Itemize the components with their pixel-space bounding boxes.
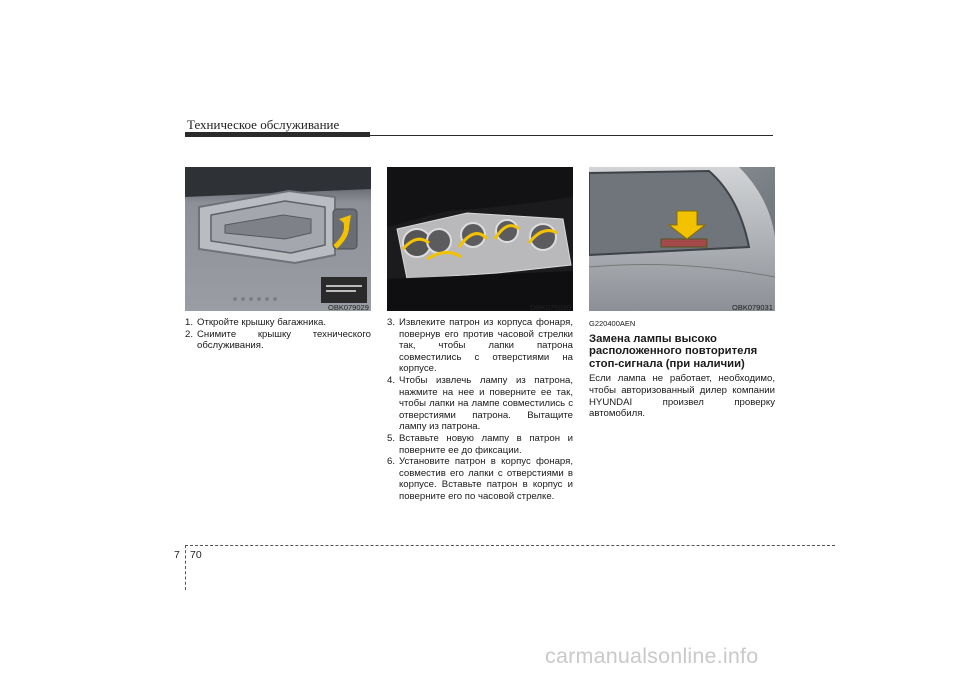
header-rule [370, 135, 773, 136]
photo-stop-lamp [589, 167, 775, 311]
footer-vertical-rule [185, 545, 186, 590]
step-text: Откройте крышку багажника. [197, 317, 326, 328]
step-4 [387, 375, 573, 433]
photo-lamp-sockets [387, 167, 573, 311]
step-number: 5. [387, 432, 396, 444]
section-title: Замена лампы высоко расположенного повторителя стоп-сигнала (при наличии) [589, 332, 758, 370]
image-code-1: OBK079029 [328, 303, 369, 312]
step-number: 3. [387, 317, 396, 328]
photo-trunk-cover [185, 167, 371, 311]
header-bar [185, 132, 370, 137]
section-body: Если лампа не работает, необходимо, чтобы авторизованный дилер компании HYUNDAI произвел проверку автомобиля. [589, 373, 775, 420]
step-number: 1. [185, 317, 194, 328]
step-text: Чтобы извлечь лампу из патрона, нажмите на нее и поверните ее так, чтобы лапки на лампе совместились с отверстиями патрона. Вытащите лампу из патрона. [399, 374, 573, 433]
image-code-2: OBK079030 [530, 303, 571, 312]
step-number: 2. [185, 328, 194, 340]
footer-rule [185, 545, 835, 546]
page-number: 70 [190, 549, 202, 561]
step-text: Установите патрон в корпус фонаря, совместив его лапки с отверстиями в корпусе. Вставьте патрон в корпус и поверните его по часовой стрелке. [399, 456, 573, 502]
page-header-title: Техническое обслуживание [187, 117, 340, 132]
step-1 [185, 317, 371, 329]
step-number: 4. [387, 374, 396, 386]
step-text: Снимите крышку технического обслуживания. [197, 328, 371, 352]
watermark: carmanualsonline.info [545, 644, 759, 668]
step-text: Вставьте новую лампу в патрон и поверните ее до фиксации. [399, 432, 573, 456]
step-text: Извлеките патрон из корпуса фонаря, повернув его против часовой стрелки так, чтобы лапки патрона совместились с отверстиями на корпусе. [399, 317, 573, 375]
chapter-number: 7 [174, 549, 180, 561]
step-5 [387, 433, 573, 456]
column-1 [185, 317, 371, 352]
column-2 [387, 317, 573, 503]
step-2 [185, 329, 371, 352]
step-3 [387, 317, 573, 375]
column-3 [589, 318, 775, 420]
section-code: G220400AEN [589, 319, 636, 328]
step-number: 6. [387, 456, 396, 468]
image-code-3: OBK079031 [732, 303, 773, 312]
step-6 [387, 456, 573, 502]
